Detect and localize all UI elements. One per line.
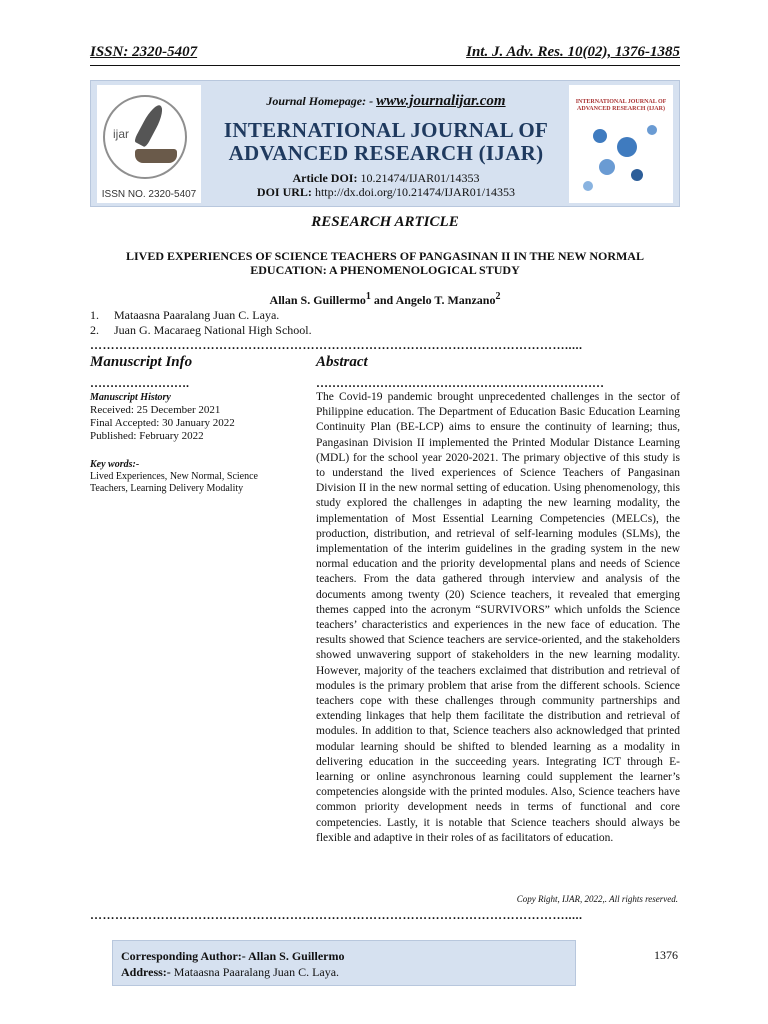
molecule-icon <box>599 159 615 175</box>
authors <box>90 291 680 308</box>
abstract-heading: Abstract <box>316 354 368 370</box>
affiliation-text: Juan G. Macaraeg National High School. <box>114 323 312 337</box>
author-1-sup: 1 <box>365 291 371 302</box>
divider-dots-top: ……………………………………………………………………………………………………..... <box>90 340 583 350</box>
doi-block <box>201 171 571 199</box>
logo-issn: ISSN NO. 2320-5407 <box>101 189 197 200</box>
journal-title <box>201 119 571 165</box>
author-2: Angelo T. Manzano <box>395 293 496 307</box>
corr-author-name: Allan S. Guillermo <box>245 949 345 963</box>
corr-author-label: Corresponding Author:- <box>121 949 246 963</box>
history-title: Manuscript History <box>90 392 171 403</box>
accepted-date: Final Accepted: 30 January 2022 <box>90 417 235 429</box>
published-date: Published: February 2022 <box>90 430 204 442</box>
affiliation-number: 2. <box>90 323 99 337</box>
molecule-icon <box>617 137 637 157</box>
divider-dots-left: ……………………. <box>90 378 189 388</box>
manuscript-history <box>90 391 270 443</box>
journal-cover-image <box>569 85 673 203</box>
journal-title-line1: INTERNATIONAL JOURNAL OF <box>223 118 549 142</box>
journal-banner <box>90 80 680 207</box>
running-header <box>90 44 680 66</box>
issn-header: ISSN: 2320-5407 <box>90 44 198 60</box>
author-1: Allan S. Guillermo <box>269 293 366 307</box>
affiliation-text: Mataasna Paaralang Juan C. Laya. <box>114 308 280 322</box>
affiliation-2 <box>90 323 312 338</box>
author-2-sup: 2 <box>495 291 501 302</box>
corresponding-author-box <box>112 940 576 986</box>
journal-title-line2: ADVANCED RESEARCH (IJAR) <box>228 141 544 165</box>
logo-text: ijar <box>113 127 130 141</box>
doi-label: Article DOI: <box>292 171 358 185</box>
journal-homepage <box>201 93 571 110</box>
address-label: Address:- <box>121 965 171 979</box>
cover-title: INTERNATIONAL JOURNAL OF ADVANCED RESEARCH (IJAR) <box>575 99 667 112</box>
paper-title-line2: EDUCATION: A PHENOMENOLOGICAL STUDY <box>250 263 520 277</box>
doi-url-label: DOI URL: <box>256 185 312 199</box>
paper-title-line1: LIVED EXPERIENCES OF SCIENCE TEACHERS OF PANGASINAN II IN THE NEW NORMAL <box>126 249 644 263</box>
molecule-icon <box>631 169 643 181</box>
address-value: Mataasna Paaralang Juan C. Laya. <box>170 965 340 979</box>
ijar-logo <box>97 85 201 203</box>
homepage-label: Journal Homepage: - <box>266 94 374 108</box>
doi-value: 10.21474/IJAR01/14353 <box>360 171 480 185</box>
molecule-icon <box>583 181 593 191</box>
affiliation-number: 1. <box>90 308 99 322</box>
homepage-link[interactable]: www.journalijar.com <box>376 93 506 109</box>
page-number: 1376 <box>654 948 678 962</box>
keywords-block <box>90 459 258 495</box>
citation-header: Int. J. Adv. Res. 10(02), 1376-1385 <box>466 44 680 60</box>
article-type: RESEARCH ARTICLE <box>311 214 459 230</box>
author-conjunction: and <box>370 293 396 307</box>
doi-url-link[interactable]: http://dx.doi.org/10.21474/IJAR01/14353 <box>314 185 516 199</box>
affiliation-1 <box>90 308 279 323</box>
received-date: Received: 25 December 2021 <box>90 404 221 416</box>
paper-title <box>110 249 660 277</box>
keywords-text: Lived Experiences, New Normal, Science Teachers, Learning Delivery Modality <box>90 471 258 494</box>
molecule-icon <box>593 129 607 143</box>
molecule-icon <box>647 125 657 135</box>
manuscript-info-heading: Manuscript Info <box>90 354 193 370</box>
abstract-text: The Covid-19 pandemic brought unprecedented challenges in the sector of Philippine education. The Department of Education Basic Education Learning Continuity Plan (BE-LCP) aims to ensure the continuity of learning; thus, Pangasinan Division II implemented the Printed Modular Distance Learning (MDL) for the school year 2020-2021. The primary objective of this study is to understand the lived experiences of Science Teachers of Pangasinan Division II in the new normal setting of education. Using phenomenology, this study explored the challenges in adapting the new learning modality, the implementation of Most Essential Learning Competencies (MELCs), the production, distribution, and retrieval of self-learning modules (SLMs), the implementation of the interim guidelines in the grading system in the new normal education and the priority developmental plans and needs of Science teachers. From the data gathered through interview and analysis of the documents among twenty (20) Science teachers, it revealed that emerging themes capped into the acronym “SURVIVORS” which unfolds the Science teachers’ characteristics and experiences in the new face of education. The results showed that Science teachers are service-oriented, and the stakeholders showed unwavering support of stakeholders in the new learning modality. However, majority of the teachers exclaimed that distribution and retrieval of modules is the primary problem that arise from the different schools. Science teachers cope with these challenges through community partnerships and extending linkages that help them facilitate the distribution and retrieval of modules. In addition to that, Science teachers also acknowledged that printed modular learning should be shifted to blended learning as a modality in delivering education in the succeeding years. Integrating ICT through E-learning or online asynchronous learning could supplement the learner’s competencies alongside with the printed modules. Also, Science teachers have common priority development needs in terms of functional and core competencies. Lastly, it is notable that Science teachers should always be flexible and adaptive in their roles of as facilitators of education. <box>316 391 680 844</box>
keywords-title: Key words:- <box>90 459 140 470</box>
divider-dots-right: ……………………………………………………………… <box>316 378 604 388</box>
divider-dots-bottom: ……………………………………………………………………………………………………..... <box>90 910 583 920</box>
copyright-notice: Copy Right, IJAR, 2022,. All rights reserved. <box>516 894 678 904</box>
